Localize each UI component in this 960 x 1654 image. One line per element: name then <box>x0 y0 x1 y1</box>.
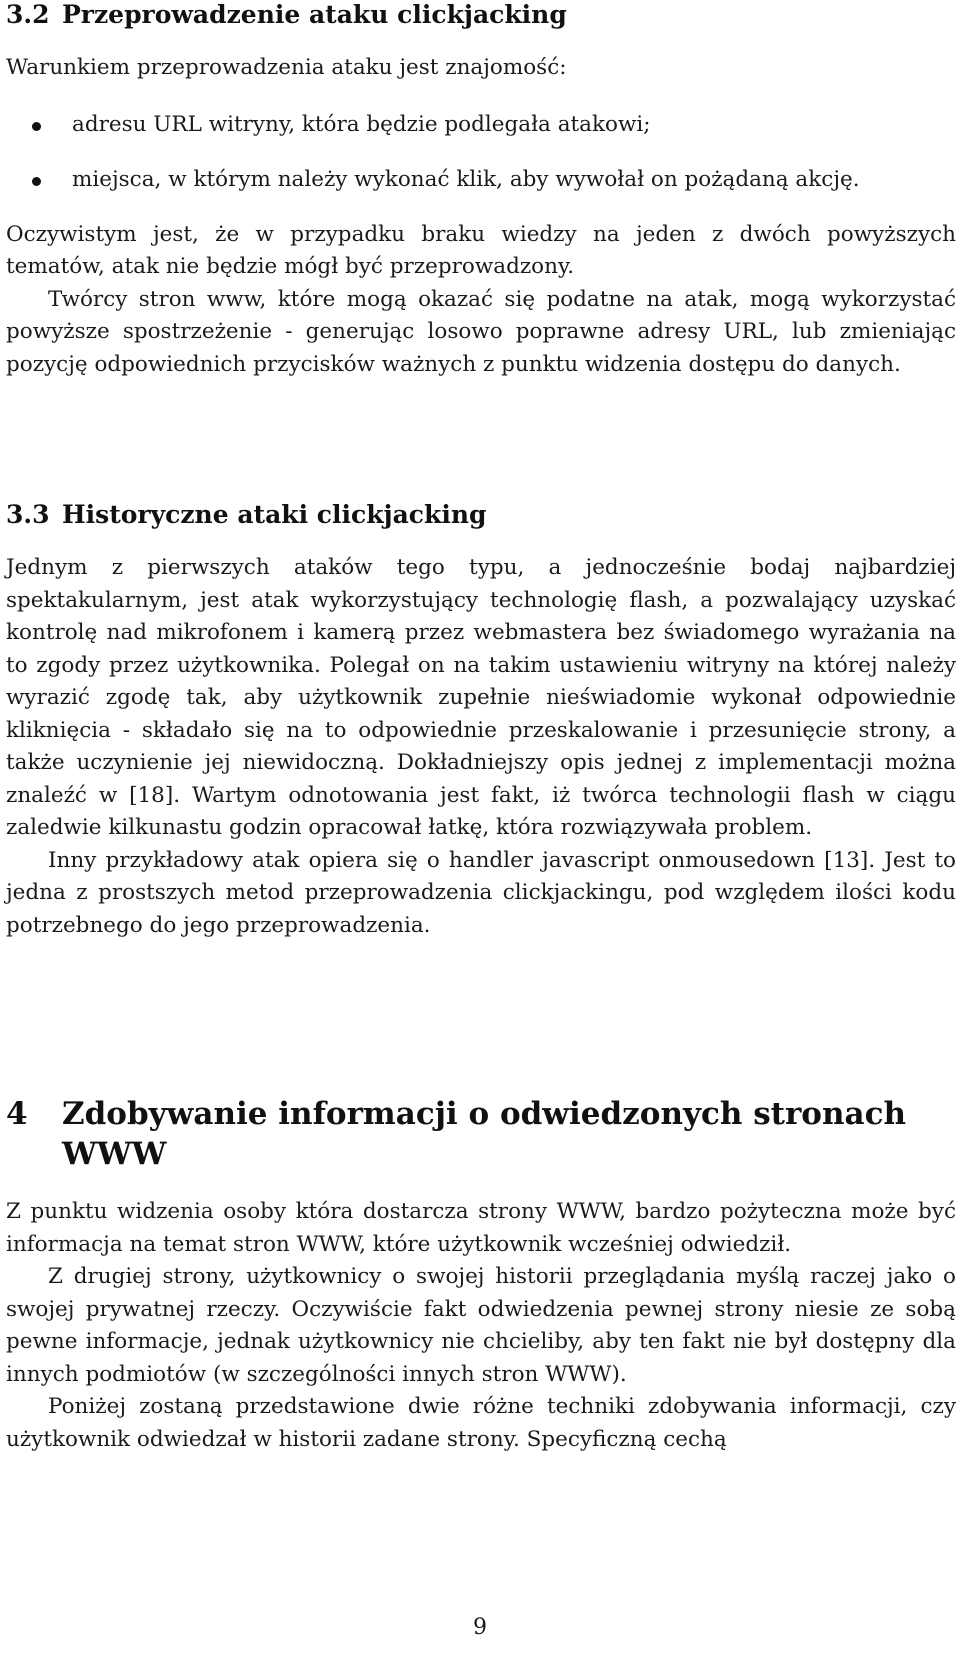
section-number: 3.2 <box>6 0 50 29</box>
paragraph: Warunkiem przeprowadzenia ataku jest znajomość: <box>6 55 567 80</box>
chapter-title-line1: Zdobywanie informacji o odwiedzonych stronach <box>62 1096 907 1132</box>
section-heading <box>6 0 956 30</box>
paragraph: Z drugiej strony, użytkownicy o swojej historii przeglądania myślą raczej jako o swojej prywatnej rzeczy. Oczywiście fakt odwiedzenia pewnej strony niesie ze sobą pewne informacje, jednak użytkownicy nie chcieliby, aby ten fakt nie był dostępny dla innych podmiotów (w szczególności innych stron WWW). <box>6 1264 956 1387</box>
section-heading <box>6 500 956 530</box>
paragraph: Twórcy stron www, które mogą okazać się podatne na atak, mogą wykorzystać powyższe spostrzeżenie - generując losowo poprawne adresy URL, lub zmieniając pozycję odpowiednich przycisków ważnych z punktu widzenia dostępu do danych. <box>6 286 956 377</box>
paragraph: Poniżej zostaną przedstawione dwie różne techniki zdobywania informacji, czy użytkownik odwiedzał w historii zadane strony. Specyficzną cechą <box>6 1394 956 1452</box>
section-number: 3.3 <box>6 500 50 529</box>
page-number: 9 <box>473 1615 487 1640</box>
paragraph: Oczywistym jest, że w przypadku braku wiedzy na jeden z dwóch powyższych tematów, atak nie będzie mógł być przeprowadzony. <box>6 221 956 279</box>
paragraph: Z punktu widzenia osoby która dostarcza strony WWW, bardzo pożyteczna może być informacja na temat stron WWW, które użytkownik wcześniej odwiedził. <box>6 1199 956 1257</box>
paragraph: Inny przykładowy atak opiera się o handler javascript onmousedown [13]. Jest to jedna z prostszych metod przeprowadzenia clickjackingu, pod względem ilości kodu potrzebnego do jego przeprowadzenia. <box>6 847 956 938</box>
list-item <box>6 109 956 142</box>
section-3-2 <box>6 0 956 381</box>
section-title: Przeprowadzenie ataku clickjacking <box>62 0 567 29</box>
section-title: Historyczne ataki clickjacking <box>62 500 487 529</box>
chapter-heading <box>6 1094 956 1174</box>
bullet-icon <box>32 177 41 186</box>
chapter-number: 4 <box>6 1096 28 1132</box>
bullet-icon <box>32 122 41 131</box>
chapter-title-line2: WWW <box>62 1136 167 1172</box>
bullet-list <box>6 109 956 197</box>
section-3-3 <box>6 500 956 942</box>
list-item <box>6 164 956 197</box>
list-item-text: adresu URL witryny, która będzie podlegała atakowi; <box>72 111 651 137</box>
paragraph: Jednym z pierwszych ataków tego typu, a jednocześnie bodaj najbardziej spektakularnym, jest atak wykorzystujący technologię flash, a pozwalający uzyskać kontrolę nad mikrofonem i kamerą przez webmastera bez świadomego wyrażania na to zgody przez użytkownika. Polegał on na takim ustawieniu witryny na której należy wyrazić zgodę tak, aby użytkownik zupełnie nieświadomie wykonał odpowiednie kliknięcia - składało się na to odpowiednie przeskalowanie i przesunięcie strony, a także uczynienie jej niewidoczną. Dokładniejszy opis jednej z implementacji można znaleźć w [18]. Wartym odnotowania jest fakt, iż twórca technologii flash w ciągu zaledwie kilkunastu godzin opracował łatkę, która rozwiązywała problem. <box>6 555 956 840</box>
list-item-text: miejsca, w którym należy wykonać klik, aby wywołał on pożądaną akcję. <box>72 167 860 192</box>
section-4 <box>6 1094 956 1456</box>
